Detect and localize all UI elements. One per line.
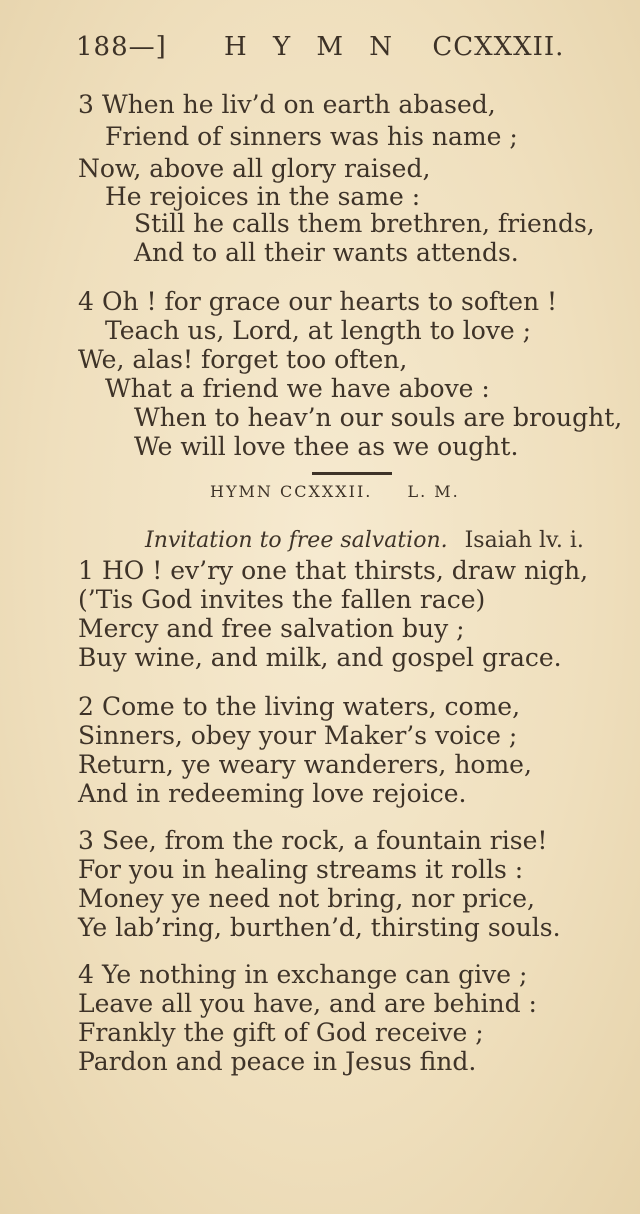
verse-line: Sinners, obey your Maker’s voice ; [78, 721, 518, 750]
section-divider [312, 472, 392, 475]
verse-text: Come to the living waters, come, [102, 692, 521, 721]
verse-line: Ye lab’ring, burthen’d, thirsting souls. [78, 913, 561, 942]
verse-line: Mercy and free salvation buy ; [78, 614, 465, 643]
verse-line [78, 826, 547, 856]
verse-text: Ye nothing in exchange can give ; [102, 960, 528, 989]
verse-line: Friend of sinners was his name ; [105, 122, 518, 151]
verse-line: He rejoices in the same : [105, 182, 421, 211]
running-head [76, 32, 564, 62]
verse-line: (’Tis God invites the fallen race) [78, 585, 486, 614]
verse-line [78, 692, 520, 722]
verse-line: What a friend we have above : [105, 374, 490, 403]
verse-line [78, 960, 527, 990]
verse-line: Money ye need not bring, nor price, [78, 884, 535, 913]
hymn-subtitle [145, 528, 584, 553]
verse-number: 2 [78, 692, 94, 721]
verse-number: 1 [78, 556, 94, 585]
verse-line: Teach us, Lord, at length to love ; [105, 316, 532, 345]
verse-line: Now, above all glory raised, [78, 154, 431, 183]
hymn-heading [210, 482, 460, 501]
running-head-hymn-number: CCXXXII. [432, 32, 565, 62]
verse-number: 3 [78, 826, 94, 855]
verse-number: 4 [78, 960, 94, 989]
verse-line: Leave all you have, and are behind : [78, 989, 537, 1018]
verse-line: For you in healing streams it rolls : [78, 855, 524, 884]
verse-number: 3 [78, 90, 94, 119]
scripture-reference: Isaiah lv. i. [464, 528, 584, 553]
page-number: 188—] [76, 32, 167, 62]
hymn-number: HYMN CCXXXII. [210, 482, 373, 501]
verse-line: We, alas! forget too often, [78, 345, 408, 374]
verse-line [78, 556, 588, 586]
hymn-subtitle-text: Invitation to free salvation. [145, 528, 448, 553]
verse-line: Buy wine, and milk, and gospel grace. [78, 643, 562, 672]
verse-text: When he liv’d on earth abased, [102, 90, 496, 119]
verse-line: And in redeeming love rejoice. [78, 779, 467, 808]
verse-line [78, 287, 557, 317]
verse-line: And to all their wants attends. [134, 238, 519, 267]
verse-line: When to heav’n our souls are brought, [134, 403, 623, 432]
running-head-title: H Y M N [224, 32, 402, 62]
verse-line: We will love thee as we ought. [134, 432, 519, 461]
verse-line: Still he calls them brethren, friends, [134, 209, 595, 238]
verse-line: Return, ye weary wanderers, home, [78, 750, 532, 779]
verse-text: HO ! ev’ry one that thirsts, draw nigh, [102, 556, 589, 585]
verse-number: 4 [78, 287, 94, 316]
verse-line [78, 90, 496, 120]
verse-text: Oh ! for grace our hearts to soften ! [102, 287, 558, 316]
verse-text: See, from the rock, a fountain rise! [102, 826, 548, 855]
verse-line: Pardon and peace in Jesus find. [78, 1047, 477, 1076]
hymn-meter: L. M. [407, 482, 460, 501]
verse-line: Frankly the gift of God receive ; [78, 1018, 484, 1047]
